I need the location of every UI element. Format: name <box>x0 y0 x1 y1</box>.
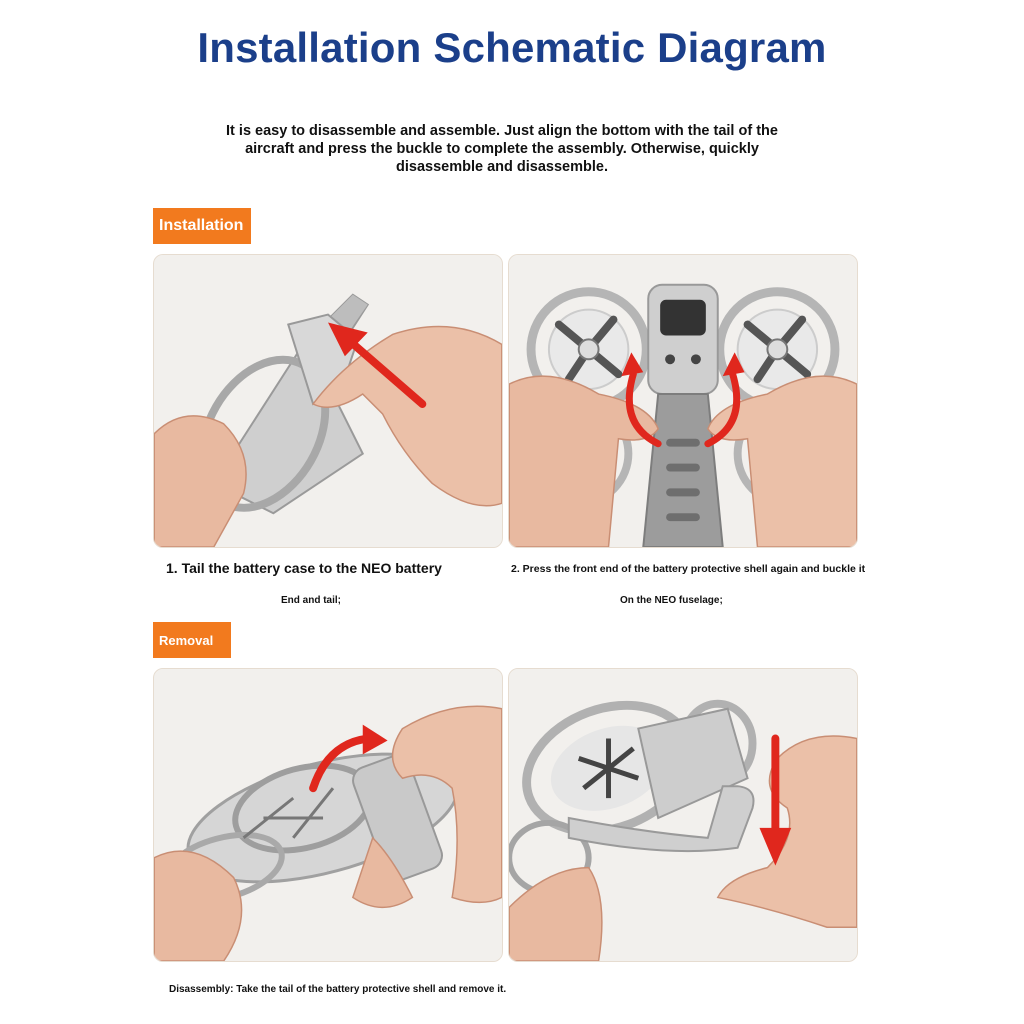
installation-step2-image <box>508 254 858 548</box>
removal-step1-image <box>153 668 503 962</box>
removal-illustration-1 <box>154 669 502 961</box>
step1-caption-line2: End and tail; <box>281 595 341 606</box>
step1-illustration <box>154 255 502 547</box>
installation-step1-image <box>153 254 503 548</box>
step2-caption-line2: On the NEO fuselage; <box>620 595 723 606</box>
intro-text: It is easy to disassemble and assemble. Just align the bottom with the tail of the aircraft and press the buckle to complete the assembly. Otherwise, quickly disassemble and disassemble. <box>226 123 778 175</box>
removal-caption: Disassembly: Take the tail of the battery protective shell and remove it. <box>169 984 507 995</box>
step2-caption-line1: 2. Press the front end of the battery protective shell again and buckle it <box>511 563 866 575</box>
installation-tag: Installation <box>153 208 251 244</box>
removal-illustration-2 <box>509 669 857 961</box>
removal-tag: Removal <box>153 622 231 658</box>
removal-step2-image <box>508 668 858 962</box>
page-title: Installation Schematic Diagram <box>197 24 827 71</box>
step2-illustration <box>509 255 857 547</box>
step1-caption-line1: 1. Tail the battery case to the NEO battery <box>166 560 442 576</box>
